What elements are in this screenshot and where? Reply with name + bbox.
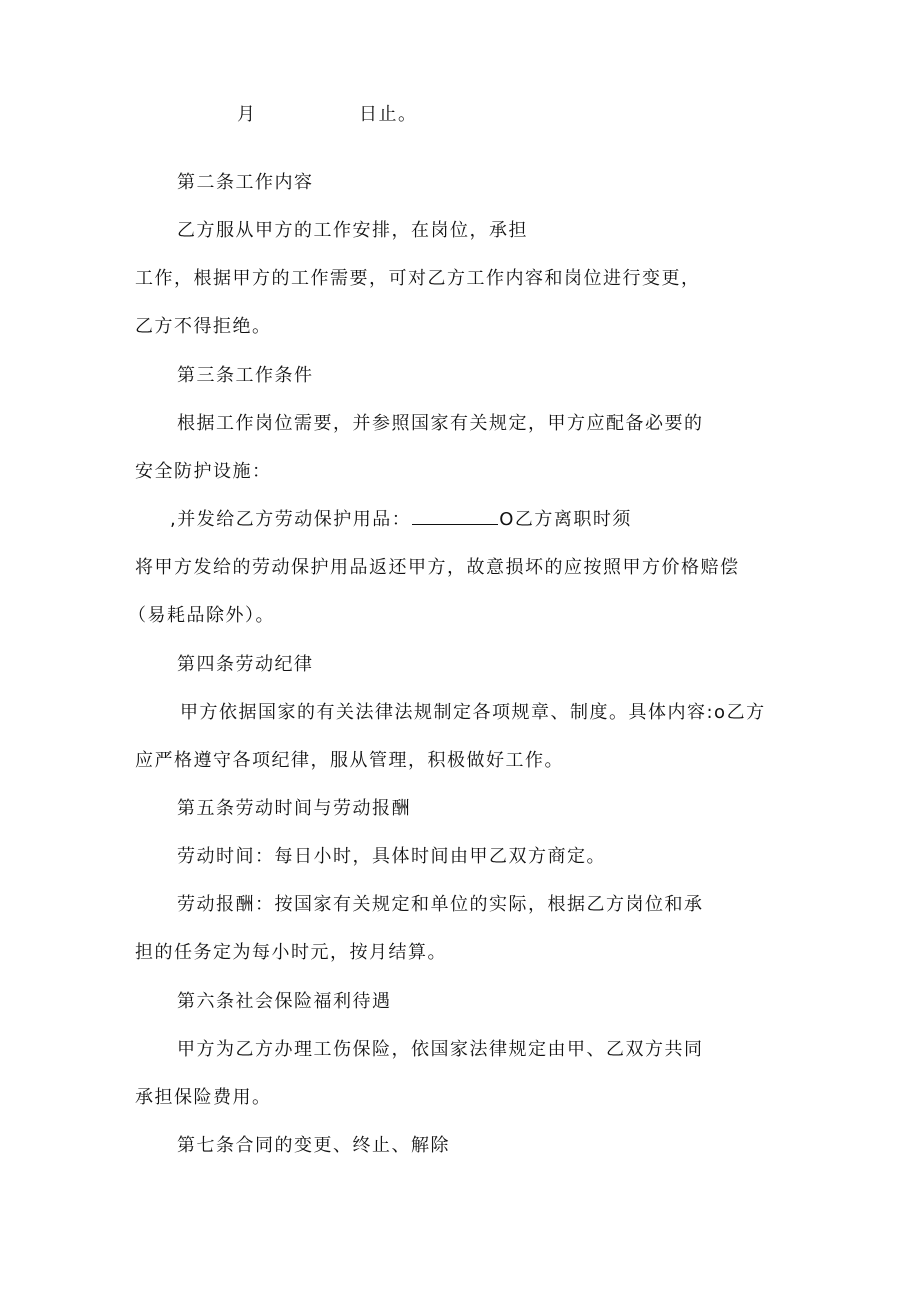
- article-5-paragraph-line-1: 劳动时间：每日小时，具体时间由甲乙双方商定。: [177, 846, 606, 867]
- date-day-end-text: 日止。: [359, 104, 418, 125]
- article-5-paragraph-line-3: 担的任务定为每小时元，按月结算。: [135, 942, 447, 963]
- article-4-heading: 第四条劳动纪律: [177, 654, 314, 675]
- article-2-paragraph-line-3: 乙方不得拒绝。: [135, 316, 272, 337]
- article-4-paragraph-line-2: 应严格遵守各项纪律，服从管理，积极做好工作。: [135, 750, 564, 771]
- fill-in-blank-underline: [412, 508, 498, 525]
- date-month-label: 月: [237, 104, 257, 125]
- article-3-paragraph-line-4: 将甲方发给的劳动保护用品返还甲方，故意损坏的应按照甲方价格赔偿: [135, 557, 740, 578]
- article-3-paragraph-line-3: [170, 508, 632, 532]
- article-3-paragraph-line-5: （易耗品除外）。: [128, 605, 275, 626]
- article-5-heading: 第五条劳动时间与劳动报酬: [177, 798, 411, 819]
- article-2-paragraph-line-2: 工作，根据甲方的工作需要，可对乙方工作内容和岗位进行变更，: [135, 268, 701, 289]
- protective-gear-text: ,并发给乙方劳动保护用品：: [170, 509, 412, 530]
- article-3-paragraph-line-1: 根据工作岗位需要，并参照国家有关规定，甲方应配备必要的: [177, 413, 704, 434]
- article-6-paragraph-line-1: 甲方为乙方办理工伤保险，依国家法律规定由甲、乙双方共同: [177, 1039, 704, 1060]
- article-3-heading: 第三条工作条件: [177, 365, 314, 386]
- article-3-paragraph-line-2: 安全防护设施：: [135, 461, 272, 482]
- article-5-paragraph-line-2: 劳动报酬：按国家有关规定和单位的实际，根据乙方岗位和承: [177, 894, 704, 915]
- article-6-heading: 第六条社会保险福利待遇: [177, 991, 392, 1012]
- article-7-heading: 第七条合同的变更、终止、解除: [177, 1135, 450, 1156]
- article-2-heading: 第二条工作内容: [177, 172, 314, 193]
- article-2-paragraph-line-1: 乙方服从甲方的工作安排，在岗位，承担: [177, 220, 528, 241]
- resignation-text: O乙方离职时须: [499, 509, 632, 530]
- article-6-paragraph-line-2: 承担保险费用。: [135, 1087, 272, 1108]
- article-4-paragraph-line-1: 甲方依据国家的有关法律法规制定各项规章、制度。具体内容:o乙方: [180, 702, 766, 723]
